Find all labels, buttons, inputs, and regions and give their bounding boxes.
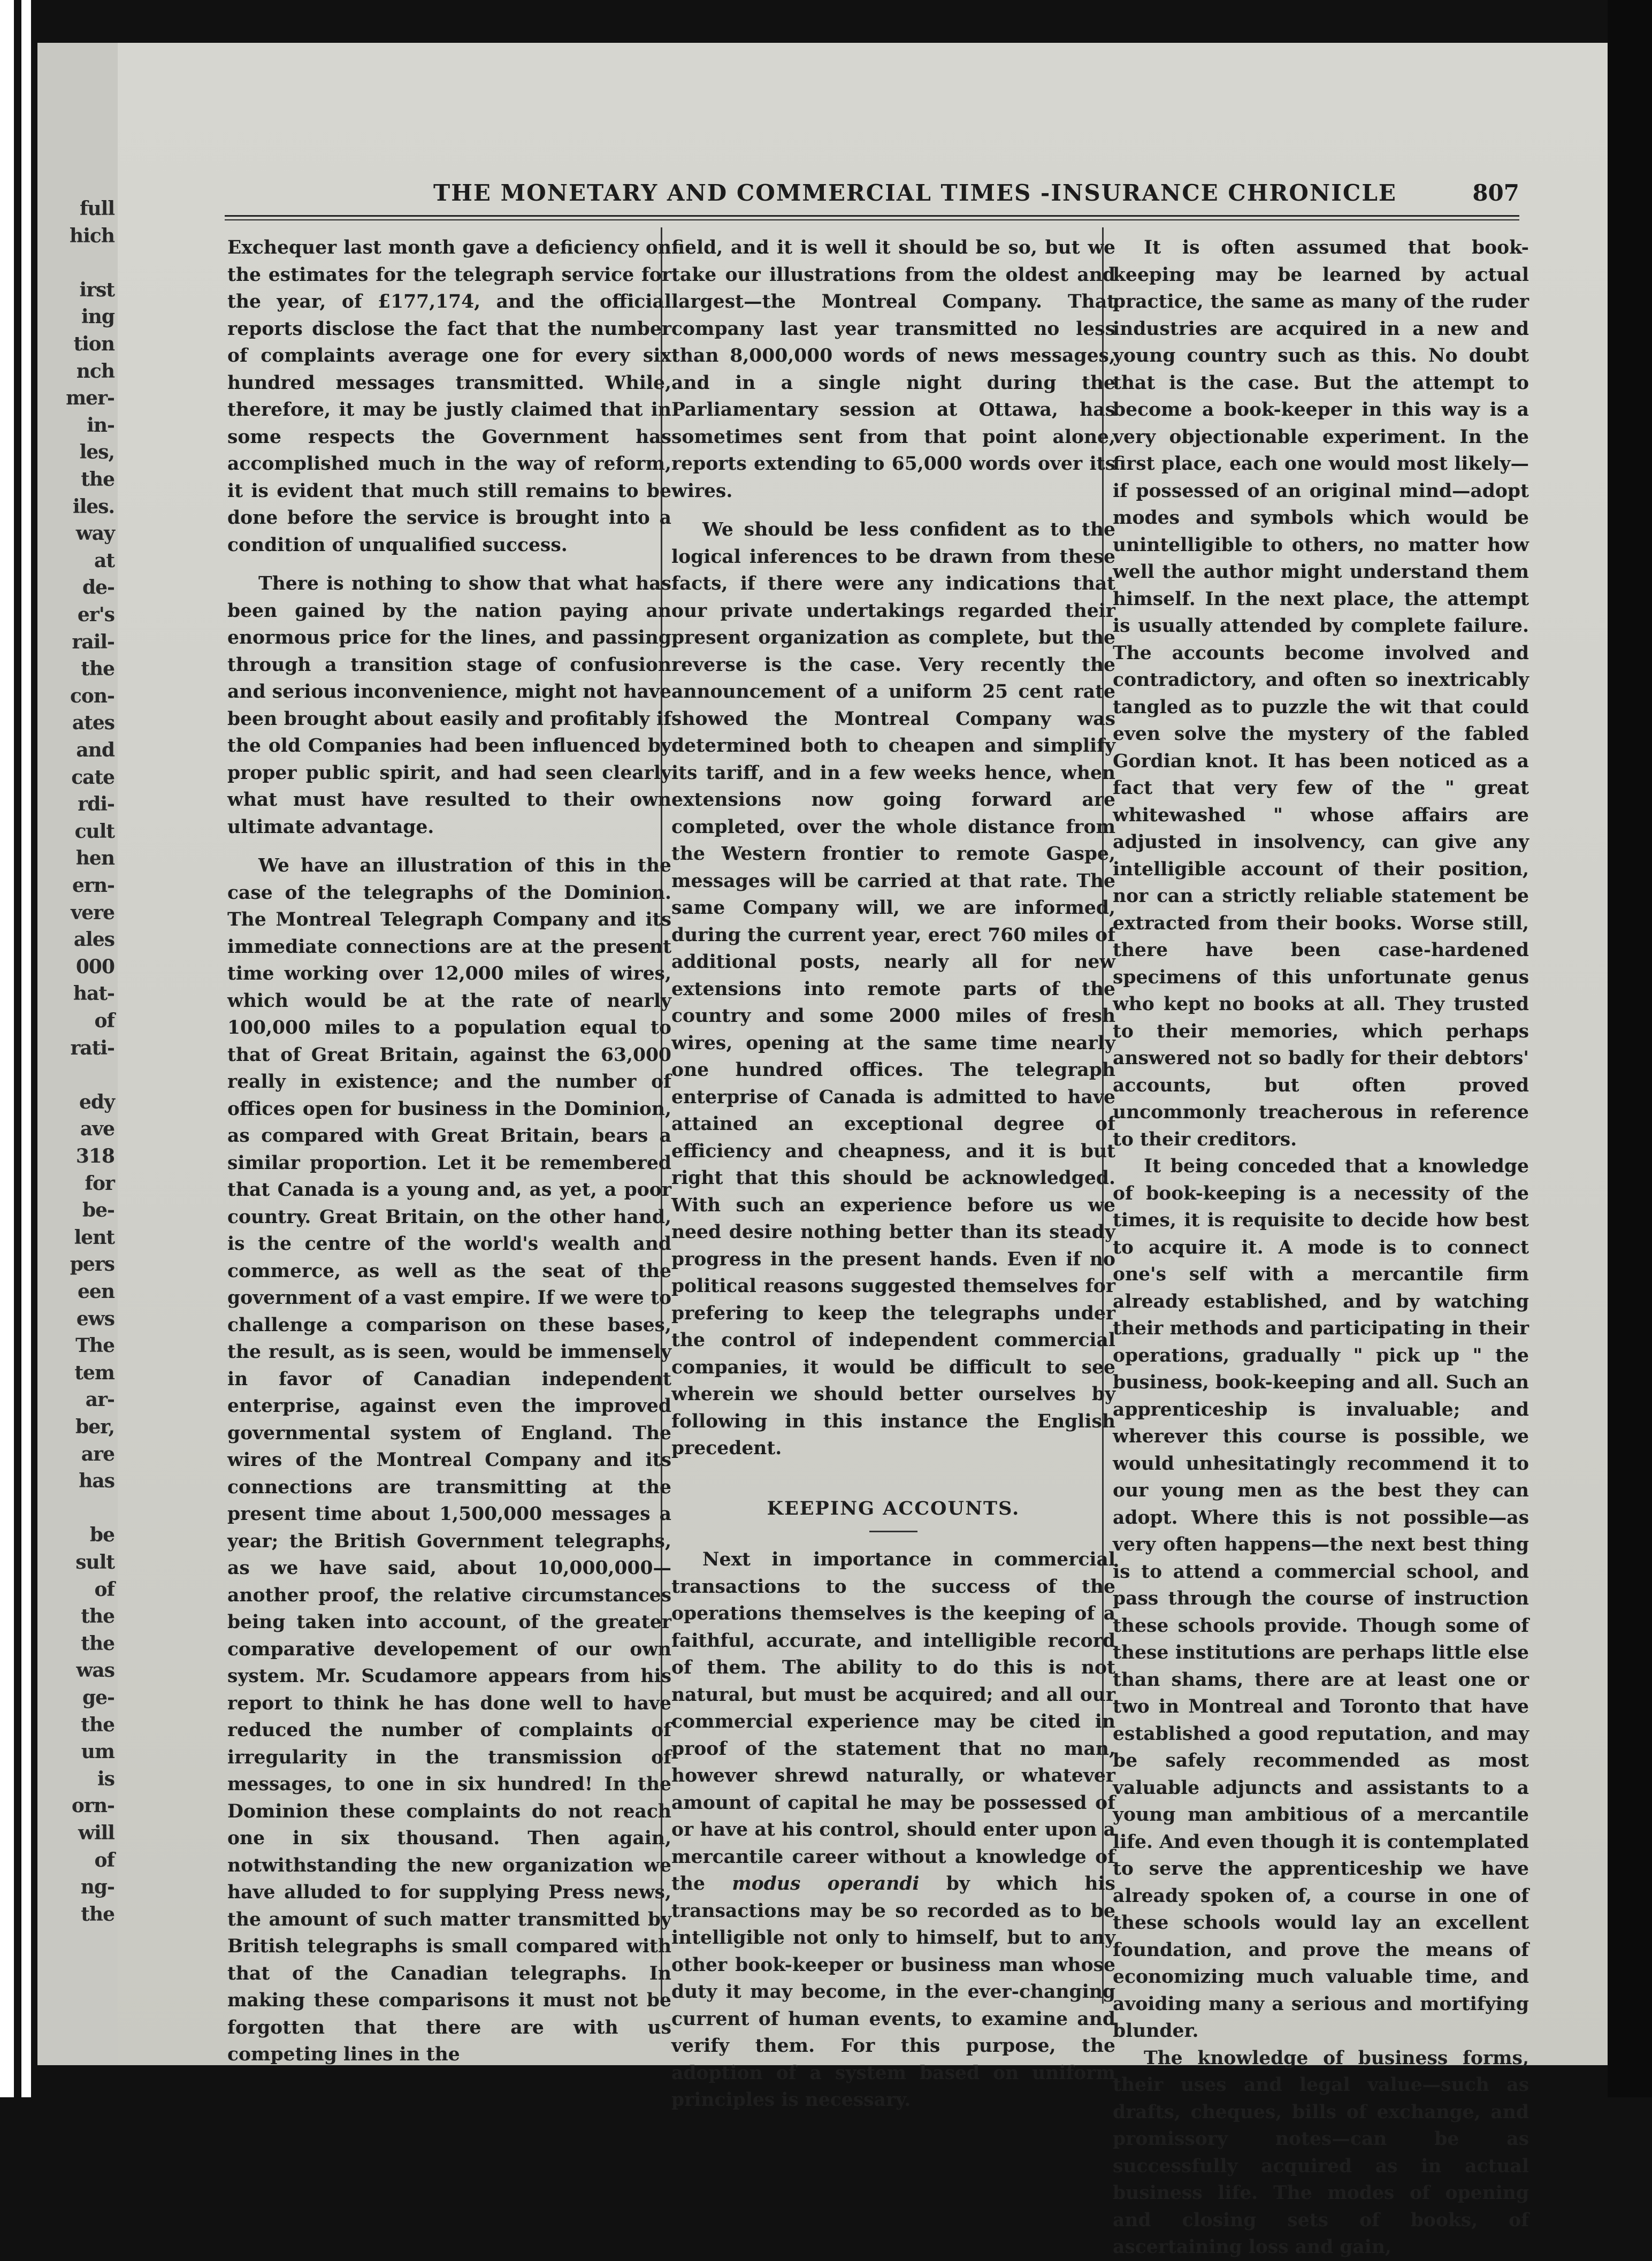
margin-fragment: lent	[74, 1226, 114, 1249]
margin-fragment: full	[79, 197, 114, 220]
margin-fragment: the	[81, 1632, 114, 1655]
margin-fragment: are	[81, 1442, 114, 1465]
paragraph: We should be less confident as to the logical inferences to be drawn from these facts, if there were any indications that our private undertakings regarded their present organization as complete, but the reverse is the case. Very recently the announcement of a uniform 25 cent rate showed the Montreal Company was determined both to cheapen and simplify its tariff, and in a few weeks hence, when extensions now going forward are completed, over the whole distance from the Western frontier to remote Gaspe, messages will be carried at that rate. The same Company will, we are informed, during the current year, erect 760 miles of additional posts, nearly all for new extensions into remote parts of the country and some 2000 miles of fresh wires, opening at the same time nearly one hundred offices. The telegraph enterprise of Canada is admitted to have attained an exceptional degree of efficiency and cheapness, and it is but right that this should be acknowledged. With such an experience before us we need desire nothing better than its steady progress in the present hands. Even if no political reasons suggested themselves for prefering to keep the telegraphs under the control of independent commercial companies, it would be difficult to see wherein we should better ourselves by following in this instance the English precedent.	[671, 519, 1115, 1459]
margin-fragment: rail-	[72, 630, 114, 653]
margin-fragment: way	[75, 522, 114, 545]
margin-fragment: ales	[73, 928, 114, 951]
paragraph: field, and it is well it should be so, but we take our illustrations from the oldest and largest—the Montreal Company. That company last year transmitted no less than 8,000,000 words of news messages, and in a single night during the Parliamentary session at Ottawa, has sometimes sent from that point alone, reports extending to 65,000 words over its wires.	[671, 237, 1115, 502]
margin-fragment: of	[94, 1848, 114, 1872]
previous-page-edge	[37, 43, 118, 2065]
margin-fragment: of	[94, 1010, 114, 1032]
margin-fragment: the	[81, 1605, 114, 1628]
margin-fragment: ber,	[75, 1416, 114, 1438]
margin-fragment: cult	[74, 820, 114, 843]
margin-fragment: in-	[87, 414, 114, 437]
paragraph: It being conceded that a knowledge of book-keeping is a necessity of the times, it is requisite to decide how best to acquire it. A mode is to connect one's self with a mercantile firm already established, and by watching their methods and participating in their operations, gradually " pick up " the business, book-keeping and all. Such an apprenticeship is invaluable; and wherever this course is possible, we would unhesitatingly recommend it to our young men as the best they can adopt. Where this is not possible—as very often happens—the next best thing is to attend a commercial school, and pass through the course of instruction these schools provide. Though some of these institutions are perhaps little else than shams, there are at least one or two in Montreal and Toronto that have established a good reputation, and may be safely recommended as most valuable adjuncts and assistants to a young man ambitious of a mercantile life. And even though it is contemplated to serve the apprenticeship we have already spoken of, a course in one of these schools would lay an excellent foundation, and prove the means of economizing much valuable time, and avoiding many a serious and mortifying blunder.	[1113, 1156, 1529, 2042]
header-rule	[225, 215, 1519, 220]
paragraph: It is often assumed that book-keeping may be learned by actual practice, the same as many of the ruder industries are acquired in a new and young country such as this. No doubt that is the case. But the attempt to become a book-keeper in this way is a very objectionable experiment. In the first place, each one would most likely—if possessed of an original mind—adopt modes and symbols which would be unintelligible to others, no matter how well the author might understand them himself. In the next place, the attempt is usually attended by complete failure. The accounts become involved and contradictory, and often so inextricably tangled as to puzzle the wit that could even solve the mystery of the fabled Gordian knot. It has been noticed as a fact that very few of the " great whitewashed " whose affairs are adjusted in insolvency, can give any intelligible account of their position, nor can a strictly reliable statement be extracted from their books. Worse still, there have been case-hardened specimens of this unfortunate genus who kept no books at all. They trusted to their memories, which perhaps answered not so badly for their debtors' accounts, but often proved uncommonly treacherous in reference to their creditors.	[1113, 237, 1529, 1150]
margin-fragment: the	[81, 1903, 114, 1926]
margin-fragment: orn-	[71, 1794, 114, 1817]
paragraph: Exchequer last month gave a deficiency on the estimates for the telegraph service for the year, of £177,174, and the official reports disclose the fact that the number of complaints average one for every six hundred messages transmitted. While, therefore, it may be justly claimed that in some respects the Government has accomplished much in the way of reform, it is evident that much still remains to be done before the service is brought into a condition of unqualified success.	[227, 237, 671, 556]
margin-fragment: for	[85, 1172, 114, 1195]
margin-fragment: vere	[71, 901, 114, 924]
paragraph: There is nothing to show that what has been gained by the nation paying an enormous price for the lines, and passing through a transition stage of confusion and serious inconvenience, might not have been brought about easily and profitably if the old Companies had been influenced by proper public spirit, and had seen clearly what must have resulted to their own ultimate advantage.	[227, 573, 671, 838]
margin-fragment: be-	[82, 1199, 114, 1222]
margin-fragment: ern-	[72, 874, 114, 897]
margin-fragment: is	[97, 1767, 114, 1790]
margin-fragment: at	[94, 549, 114, 572]
margin-fragment: the	[81, 1713, 114, 1736]
margin-fragment: mer-	[66, 387, 114, 410]
margin-fragment: the	[81, 468, 114, 491]
margin-fragment: ave	[80, 1118, 114, 1141]
margin-fragment: ing	[81, 305, 114, 329]
margin-fragment: edy	[79, 1090, 114, 1113]
margin-fragment: ates	[72, 712, 114, 735]
column-1	[227, 234, 671, 2068]
paragraph	[671, 1546, 1115, 2114]
margin-fragment: 318	[75, 1145, 114, 1167]
column-2	[671, 234, 1115, 2114]
margin-fragment: les,	[79, 441, 114, 464]
margin-fragment: 000	[75, 955, 114, 978]
margin-fragment: tem	[74, 1361, 114, 1384]
margin-fragment: ar-	[85, 1388, 114, 1411]
margin-fragment: um	[81, 1740, 114, 1763]
margin-fragment: iles.	[72, 495, 114, 518]
newspaper-page	[118, 43, 1608, 2258]
margin-fragment: will	[78, 1822, 114, 1844]
film-border-right	[1608, 0, 1652, 2097]
heading-rule	[869, 1531, 917, 1532]
margin-fragment: hen	[75, 847, 114, 870]
margin-fragment: and	[76, 739, 114, 761]
margin-fragment: the	[81, 658, 114, 681]
margin-fragment: de-	[82, 576, 114, 599]
film-border	[0, 0, 37, 2097]
margin-fragment: has	[79, 1470, 114, 1493]
margin-fragment: con-	[70, 684, 114, 707]
margin-fragment: ews	[76, 1307, 114, 1330]
italic-phrase: modus operandi	[732, 1873, 920, 1895]
margin-fragment: of	[94, 1578, 114, 1601]
column-3	[1113, 234, 1529, 2261]
margin-fragment: rati-	[70, 1036, 114, 1059]
margin-fragment: sult	[75, 1551, 114, 1573]
paragraph: We have an illustration of this in the case of the telegraphs of the Dominion. The Montreal Telegraph Company and its immediate connections are at the present time working over 12,000 miles of wires, which would be at the rate of nearly 100,000 miles to a population equal to that of Great Britain, against the 63,000 really in existence; and the number of offices open for business in the Dominion, as compared with Great Britain, bears a similar proportion. Let it be remembered that Canada is a young and, as yet, a poor country. Great Britain, on the other hand, is the centre of the world's wealth and commerce, as well as the seat of the government of a vast empire. If we were to challenge a comparison on these bases, the result, as is seen, would be immensely in favor of Canadian independent enterprise, against even the improved governmental system of England. The wires of the Montreal Company and its connections are transmitting at the present time about 1,500,000 messages a year; the British Government telegraphs, as we have said, about 10,000,000—another proof, the relative circumstances being taken into account, of the greater comparative developement of our own system. Mr. Scudamore appears from his report to think he has done well to have reduced the number of complaints of irregularity in the transmission of messages, to one in six hundred! In the Dominion these complaints do not reach one in six thousand. Then again, notwithstanding the new organization we have alluded to for supplying Press news, the amount of such matter transmitted by British telegraphs is small compared with that of the Canadian telegraphs. In making these comparisons it must not be forgotten that there are with us competing lines in the	[227, 855, 671, 2065]
margin-fragment: ng-	[80, 1876, 114, 1899]
section-heading: KEEPING ACCOUNTS.	[767, 1497, 1020, 1519]
margin-fragment: nch	[76, 360, 114, 383]
running-head: THE MONETARY AND COMMERCIAL TIMES -INSURANCE CHRONICLE	[433, 180, 1397, 206]
margin-fragment: hat-	[73, 982, 114, 1005]
margin-fragment: irst	[79, 278, 114, 301]
margin-fragment: rdi-	[78, 793, 114, 816]
margin-fragment: was	[76, 1659, 114, 1682]
margin-fragment: cate	[71, 766, 114, 789]
paragraph: The knowledge of business forms, their uses and legal value—such as drafts, cheques, bills of exchange, and promissory notes—can be as successfully acquired as in actual business life. The modes of opening and closing sets of books, of ascertaining loss and gain,	[1113, 2047, 1529, 2258]
page-header	[118, 180, 1608, 217]
margin-fragment: pers	[70, 1253, 114, 1276]
margin-fragment: The	[75, 1334, 114, 1357]
text-run: by which his transactions may be so recorded as to be intelligible not only to himself, but to any other book-keeper or business man whose duty it may become, in the ever-changing current of human events, to examine and verify them. For this purpose, the adoption of a system based on uniform principles is necessary.	[671, 1873, 1115, 2111]
margin-fragment: tion	[73, 333, 114, 355]
margin-fragment: hich	[70, 224, 114, 247]
margin-fragment: ge-	[82, 1686, 114, 1709]
margin-fragment: een	[78, 1280, 114, 1303]
margin-fragment: be	[89, 1524, 114, 1547]
margin-fragment: er's	[77, 604, 114, 626]
page-number: 807	[1472, 180, 1519, 206]
text-run: Next in importance in commercial transactions to the success of the operations themselves is the keeping of a faithful, accurate, and intelligible record of them. The ability to do this is not natural, but must be acquired; and all our commercial experience may be cited in proof of the statement that no man, however shrewd naturally, or whatever amount of capital he may be possessed of or have at his control, should enter upon a mercantile career without a knowledge of the	[671, 1549, 1115, 1895]
